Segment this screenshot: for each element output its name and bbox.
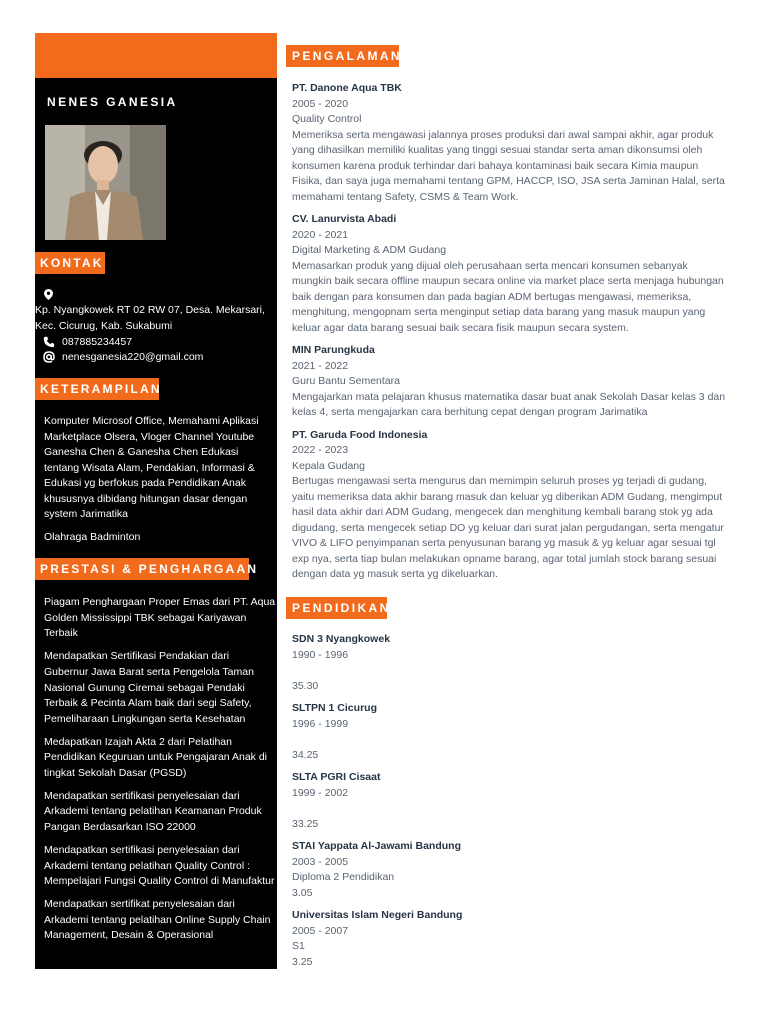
section-title-keterampilan: KETERAMPILAN — [35, 378, 159, 400]
sidebar — [35, 78, 277, 969]
school-degree: Diploma 2 Pendidikan — [292, 871, 395, 883]
school-name: Universitas Islam Negeri Bandung — [292, 909, 463, 921]
skills-main: Komputer Microsof Office, Memahami Aplikasi Marketplace Olsera, Vloger Channel Youtube Ganesha Chen & Ganesha Chen Edukasi tentang Wisata Alam, Pendakian, Informasi & Edukasi yg berfokus pada Pendidikan Anak khususnya dibidang hitungan dasar dengan system Jarimatika — [44, 415, 259, 520]
school-score: 3.05 — [292, 886, 313, 899]
school-name: STAI Yappata Al-Jawami Bandung — [292, 840, 462, 852]
job-organization: MIN Parungkuda — [292, 344, 375, 356]
education-item — [292, 701, 726, 763]
job-role: Digital Marketing & ADM Gudang — [292, 244, 447, 256]
contact-phone-row — [43, 335, 132, 349]
school-degree: S1 — [292, 940, 305, 952]
education-item — [292, 632, 726, 694]
experience-item — [292, 212, 726, 336]
phone-icon — [43, 336, 55, 348]
school-name: SLTA PGRI Cisaat — [292, 771, 381, 783]
school-name: SLTPN 1 Cicurug — [292, 702, 377, 714]
award-item: Piagam Penghargaan Proper Emas dari PT. Aqua Golden Mississippi TBK sebagai Kariyawan Terbaik — [44, 596, 276, 640]
profile-name: NENES GANESIA — [47, 95, 178, 109]
job-years: 2005 - 2020 — [292, 97, 349, 110]
school-score: 35.30 — [292, 679, 319, 692]
award-item: Mendapatkan Sertifikasi Pendakian dari Gubernur Jawa Barat serta Pengelola Taman Nasional Gunung Ciremai sebagai Pendaki Terbaik & Pecinta Alam baik dari segi Safety, Pemeliharaan Lingkungan serta Kesehatan — [44, 650, 254, 725]
job-organization: PT. Garuda Food Indonesia — [292, 428, 428, 441]
education-item — [292, 839, 726, 901]
job-role: Guru Bantu Sementara — [292, 375, 400, 387]
experience-item — [292, 428, 726, 583]
job-years: 2022 - 2023 — [292, 444, 349, 456]
award-item: Mendapatkan sertifikasi penyelesaian dari Arkademi tentang pelatihan Keamanan Produk Pangan Berdasarkan ISO 22000 — [44, 789, 262, 834]
profile-photo — [45, 125, 166, 240]
job-description: Mengajarkan mata pelajaran khusus matematika dasar buat anak Sekolah Dasar kelas 3 dan kelas 4, serta mengajarkan cara berhitung cepat dengan program Jarimatika — [292, 390, 726, 418]
section-title-prestasi: PRESTASI & PENGHARGAAN — [35, 558, 249, 580]
job-years: 2020 - 2021 — [292, 228, 349, 241]
job-role: Kepala Gudang — [292, 459, 365, 472]
at-sign-icon — [43, 351, 55, 363]
contact-email[interactable]: nenesganesia220@gmail.com — [62, 351, 204, 363]
location-pin-icon — [44, 289, 53, 300]
award-item: Medapatkan Izajah Akta 2 dari Pelatihan Pendidikan Keguruan untuk Pengajaran Anak di tingkat Sekolah Dasar (PGSD) — [44, 735, 268, 780]
sidebar-header-band — [35, 33, 277, 78]
section-title-pendidikan: PENDIDIKAN — [286, 597, 387, 619]
skills-extra: Olahraga Badminton — [44, 531, 141, 543]
job-description: Memasarkan produk yang dijual oleh perusahaan serta mencari konsumen sebanyak mungkin baik secara offline maupun secara online via market place serta menjaga hubungan baik dengan para konsumen dan pada bagian ADM bertugas mengawasi, memeriksa, menghitung, mengopnam serta menginput setiap data barang yang masuk maupun yang keluar agar data barang sesuai baik secara fisik maupun secara system. — [292, 259, 724, 334]
experience-list — [292, 81, 726, 590]
award-item: Mendapatkan sertifikat penyelesaian dari Arkademi tentang pelatihan Online Supply Chain Management, Desain & Operasional — [44, 897, 271, 942]
contact-email-row — [43, 350, 203, 364]
school-score: 3.25 — [292, 955, 313, 968]
education-item — [292, 908, 726, 970]
education-list — [292, 632, 726, 977]
award-item: Mendapatkan sertifikasi penyelesaian dari Arkademi tentang pelatihan Quality Control : Mempelajari Fungsi Quality Control di Manufaktur — [44, 843, 275, 888]
contact-address: Kp. Nyangkowek RT 02 RW 07, Desa. Mekarsari, Kec. Cicurug, Kab. Sukabumi — [35, 304, 265, 332]
school-years: 2003 - 2005 — [292, 855, 349, 868]
job-organization: CV. Lanurvista Abadi — [292, 213, 397, 225]
school-years: 1990 - 1996 — [292, 648, 349, 661]
job-role: Quality Control — [292, 113, 362, 125]
school-name: SDN 3 Nyangkowek — [292, 633, 391, 645]
experience-item — [292, 343, 726, 421]
education-item — [292, 770, 726, 832]
job-organization: PT. Danone Aqua TBK — [292, 82, 402, 94]
section-title-kontak: KONTAK — [35, 252, 105, 274]
school-years: 2005 - 2007 — [292, 924, 349, 937]
school-score: 34.25 — [292, 748, 319, 761]
section-title-pengalaman: PENGALAMAN — [286, 45, 399, 67]
job-description: Bertugas mengawasi serta mengurus dan memimpin seluruh proses yg terjadi di gudang, yaitu memeriksa data akhir barang masuk dan keluar yg diberikan ADM Gudang, mengimput hasil data akhir dari ADM Gudang, mengecek dan menghitung kembali barang stok yg ada digudang, serta mengecek setiap DO yg keluar dari surat jalan pergudangan, serta mengatur VIVO & LIFO penyimpanan serta penyusunan barang yg masuk & yg keluar agar sesuai tgl exp nya, serta tiap bulan melakukan opname barang, agar total jumlah stock barang sesuai dengan data yg masuk serta yg dikeluarkan. — [292, 475, 724, 580]
job-description: Memeriksa serta mengawasi jalannya proses produksi dari awal sampai akhir, agar produk yang dihasilkan memiliki kualitas yang tinggi sesuai standar serta aman dikonsumsi oleh konsumen karena produk terhindar dari bahaya kontaminasi baik secara Kimia maupun Fisika, dan saya juga memahami tentang GPM, HACCP, ISO, JSA serta Jaminan Halal, serta memahami tentang Safety, CSMS & Team Work. — [292, 128, 725, 203]
school-score: 33.25 — [292, 817, 319, 830]
school-years: 1999 - 2002 — [292, 786, 349, 799]
job-years: 2021 - 2022 — [292, 359, 349, 372]
experience-item — [292, 81, 726, 205]
contact-phone: 087885234457 — [62, 336, 133, 348]
school-years: 1996 - 1999 — [292, 717, 349, 730]
awards-list — [44, 595, 276, 951]
